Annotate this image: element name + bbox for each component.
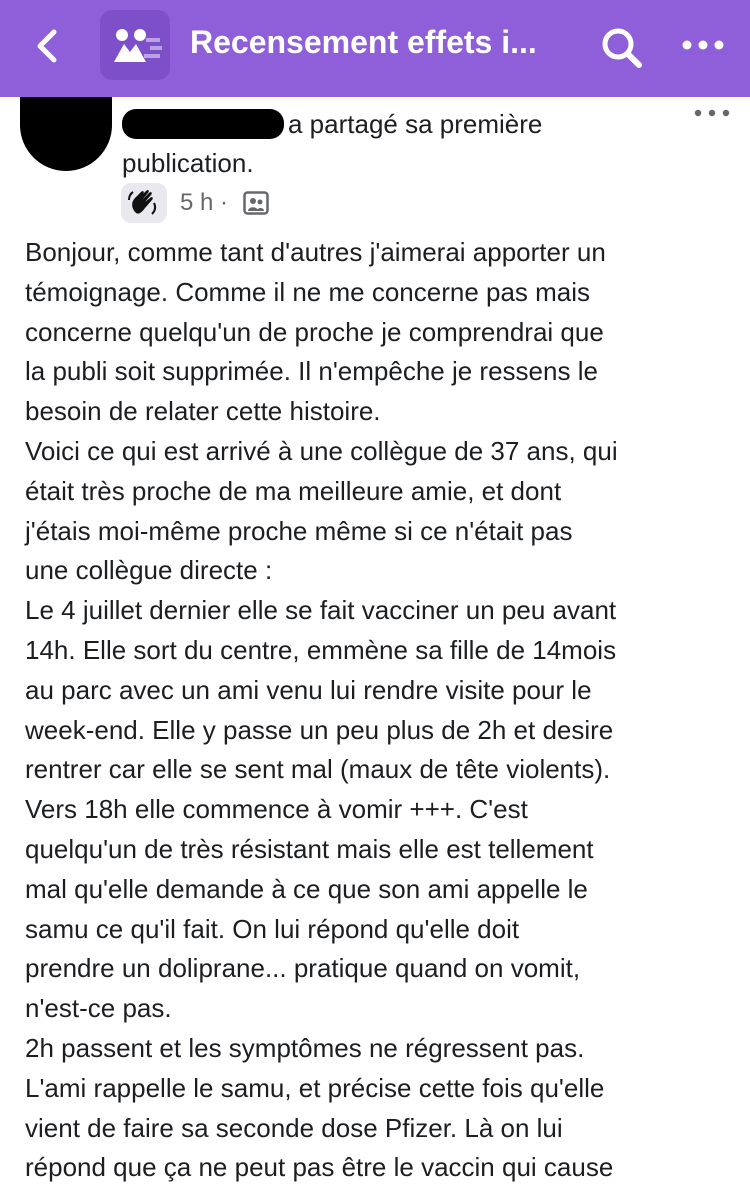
author-name-redacted[interactable] [122, 109, 284, 139]
post-text-line: week-end. Elle y passe un peu plus de 2h et desire [25, 714, 614, 745]
group-title[interactable]: Recensement effets i... [190, 24, 537, 60]
post-text-line: samu ce qu'il fait. On lui répond qu'elle doit [25, 913, 520, 944]
post-text-line: concerne quelqu'un de proche je comprendrai que [25, 316, 604, 347]
wave-hand-icon [121, 183, 167, 223]
post-text-line: rentrer car elle se sent mal (maux de tête violents). [25, 754, 611, 785]
post-text-line: j'étais moi-même proche même si ce n'était pas [25, 515, 573, 546]
post-text-line: au parc avec un ami venu lui rendre visite pour le [25, 674, 592, 705]
post-text-line: L'ami rappelle le samu, et précise cette fois qu'elle [25, 1072, 605, 1103]
post-text-line: la publi soit supprimée. Il n'empêche je ressens le [25, 356, 598, 387]
chevron-left-icon[interactable] [30, 26, 66, 66]
post-text-line: une collègue directe : [25, 555, 273, 586]
search-icon[interactable] [598, 24, 644, 70]
post-text-line: Vers 18h elle commence à vomir +++. C'est [25, 794, 528, 825]
post-text-line: témoignage. Comme il ne me concerne pas mais [25, 276, 591, 307]
group-avatar[interactable] [100, 10, 170, 80]
group-logo-icon [100, 10, 170, 80]
post-text-line: mal qu'elle demande à ce que son ami appelle le [25, 873, 588, 904]
post-body [25, 233, 737, 1188]
top-bar [0, 0, 750, 97]
post-text-line: n'est-ce pas. [25, 993, 172, 1024]
post-options-icon[interactable] [692, 105, 732, 121]
post-text-line: Le 4 juillet dernier elle se fait vacciner un peu avant [25, 595, 617, 626]
author-avatar[interactable] [20, 97, 112, 171]
post-time[interactable]: 5 h · [180, 189, 229, 216]
post-text-line: prendre un doliprane... pratique quand on vomit, [25, 953, 581, 984]
post-text-line: répond que ça ne peut pas être le vaccin qui cause [25, 1152, 614, 1183]
post-text-line: 14h. Elle sort du centre, emmène sa fille de 14mois [25, 634, 617, 665]
post-text-line: était très proche de ma meilleure amie, et dont [25, 475, 562, 506]
post-text-line: quelqu'un de très résistant mais elle est tellement [25, 833, 594, 864]
post-text-line: vient de faire sa seconde dose Pfizer. Là on lui [25, 1112, 563, 1143]
more-dots-icon[interactable] [680, 34, 726, 56]
post-text-line: besoin de relater cette histoire. [25, 396, 381, 427]
post-text-line: Bonjour, comme tant d'autres j'aimerai apporter un [25, 237, 606, 267]
post-text-line: Voici ce qui est arrivé à une collègue de 37 ans, qui [25, 435, 618, 466]
post-header [0, 97, 750, 227]
post-text-line: 2h passent et les symptômes ne régressent pas. [25, 1032, 585, 1063]
shared-text: a partagé sa première publication. [122, 109, 543, 178]
members-icon [243, 191, 269, 215]
